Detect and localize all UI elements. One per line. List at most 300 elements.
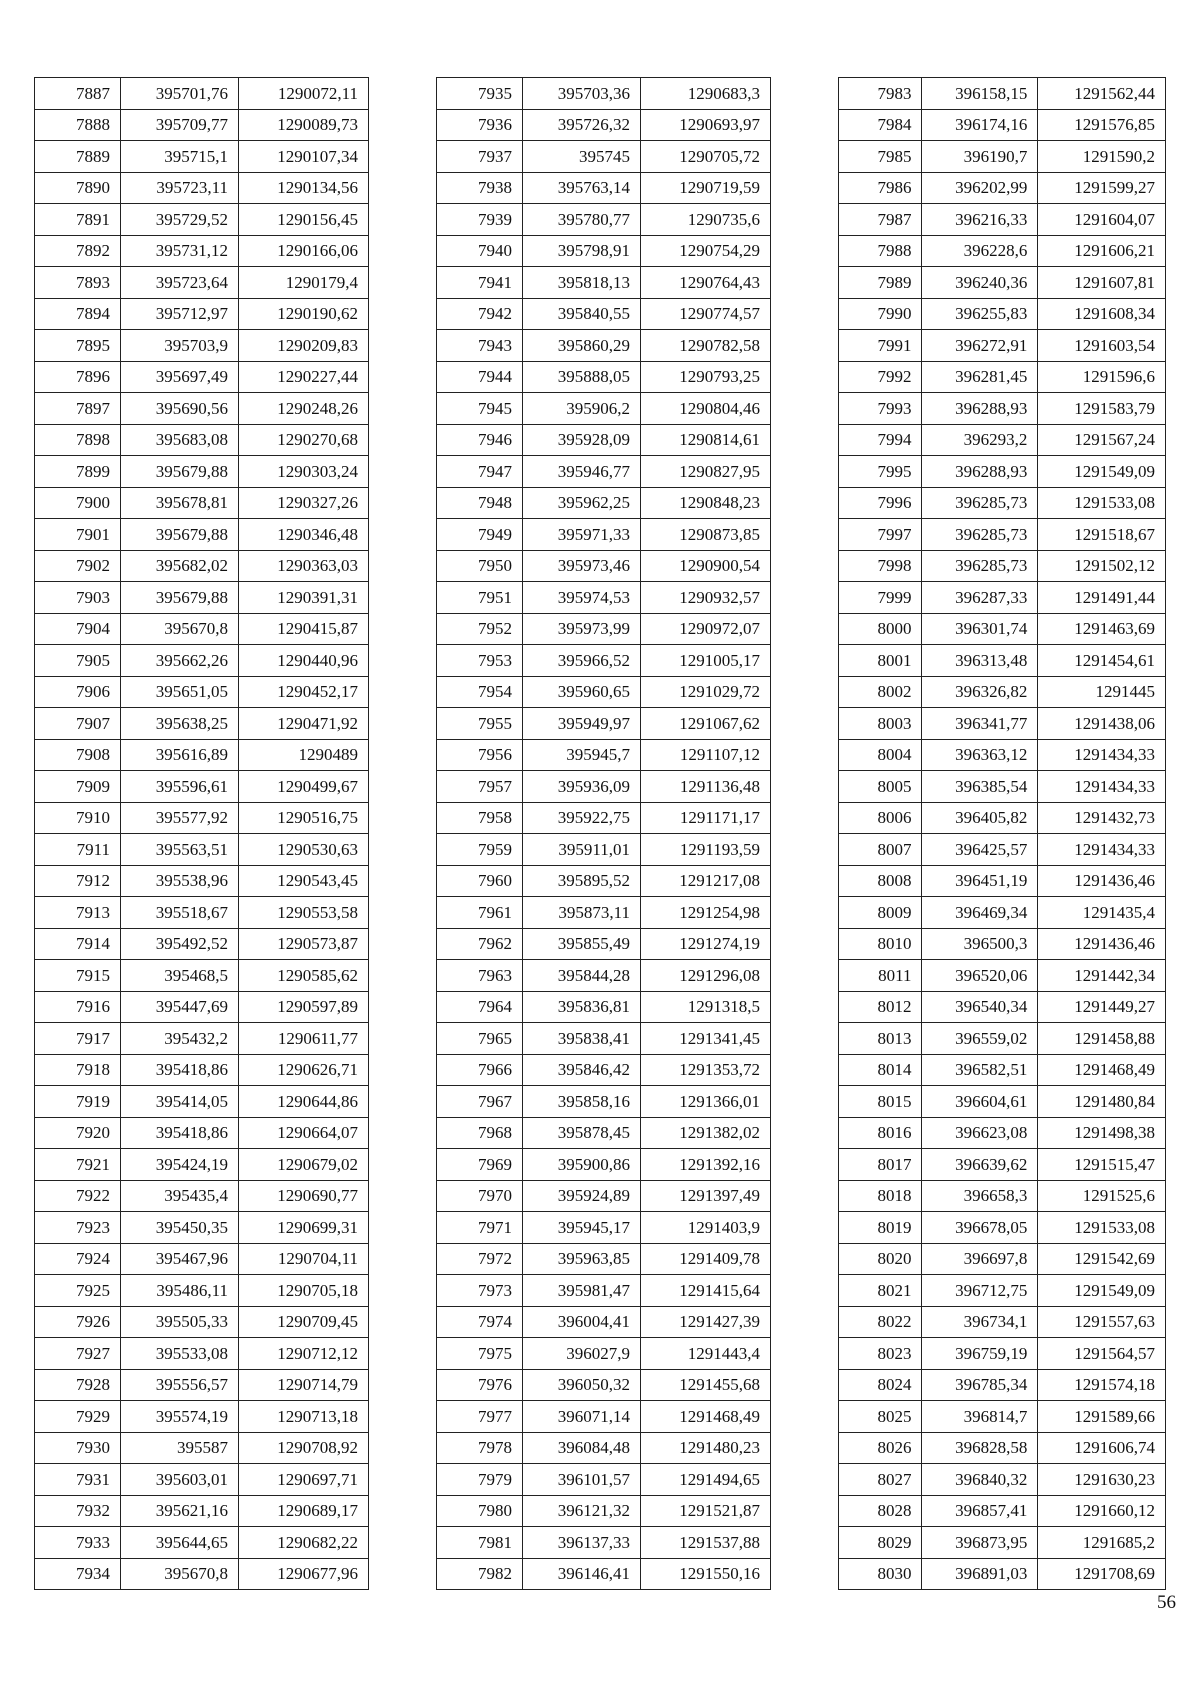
point-number-cell: 7927 <box>35 1338 121 1370</box>
table-row <box>35 991 369 1023</box>
point-number-cell: 7901 <box>35 519 121 551</box>
point-number-cell: 7971 <box>437 1212 523 1244</box>
y-coordinate-cell: 1290932,57 <box>641 582 771 614</box>
table-row <box>35 1023 369 1055</box>
table-row <box>839 1275 1166 1307</box>
y-coordinate-cell: 1290814,61 <box>641 424 771 456</box>
x-coordinate-cell: 396873,95 <box>922 1527 1038 1559</box>
y-coordinate-cell: 1291436,46 <box>1038 865 1166 897</box>
x-coordinate-cell: 395973,99 <box>523 613 641 645</box>
table-row <box>839 739 1166 771</box>
point-number-cell: 7998 <box>839 550 922 582</box>
x-coordinate-cell: 396623,08 <box>922 1117 1038 1149</box>
point-number-cell: 7957 <box>437 771 523 803</box>
point-number-cell: 8010 <box>839 928 922 960</box>
x-coordinate-cell: 396272,91 <box>922 330 1038 362</box>
point-number-cell: 7970 <box>437 1180 523 1212</box>
y-coordinate-cell: 1291491,44 <box>1038 582 1166 614</box>
table-row <box>437 1369 771 1401</box>
x-coordinate-cell: 395587 <box>121 1432 239 1464</box>
table-row <box>35 645 369 677</box>
x-coordinate-cell: 395949,97 <box>523 708 641 740</box>
point-number-cell: 7980 <box>437 1495 523 1527</box>
point-number-cell: 7894 <box>35 298 121 330</box>
table-row <box>437 487 771 519</box>
y-coordinate-cell: 1291608,34 <box>1038 298 1166 330</box>
table-row <box>437 267 771 299</box>
table-row <box>839 1086 1166 1118</box>
x-coordinate-cell: 396425,57 <box>922 834 1038 866</box>
x-coordinate-cell: 396759,19 <box>922 1338 1038 1370</box>
table-row <box>35 1338 369 1370</box>
table-row <box>839 865 1166 897</box>
y-coordinate-cell: 1290704,11 <box>239 1243 369 1275</box>
point-number-cell: 8019 <box>839 1212 922 1244</box>
point-number-cell: 7981 <box>437 1527 523 1559</box>
y-coordinate-cell: 1290683,3 <box>641 78 771 110</box>
table-row <box>839 424 1166 456</box>
point-number-cell: 7950 <box>437 550 523 582</box>
x-coordinate-cell: 396050,32 <box>523 1369 641 1401</box>
point-number-cell: 7947 <box>437 456 523 488</box>
y-coordinate-cell: 1291480,23 <box>641 1432 771 1464</box>
point-number-cell: 8012 <box>839 991 922 1023</box>
x-coordinate-cell: 395911,01 <box>523 834 641 866</box>
y-coordinate-cell: 1291576,85 <box>1038 109 1166 141</box>
y-coordinate-cell: 1290303,24 <box>239 456 369 488</box>
point-number-cell: 7977 <box>437 1401 523 1433</box>
point-number-cell: 8016 <box>839 1117 922 1149</box>
x-coordinate-cell: 396385,54 <box>922 771 1038 803</box>
y-coordinate-cell: 1290553,58 <box>239 897 369 929</box>
x-coordinate-cell: 395855,49 <box>523 928 641 960</box>
x-coordinate-cell: 396313,48 <box>922 645 1038 677</box>
point-number-cell: 8009 <box>839 897 922 929</box>
y-coordinate-cell: 1290664,07 <box>239 1117 369 1149</box>
y-coordinate-cell: 1290900,54 <box>641 550 771 582</box>
x-coordinate-cell: 395492,52 <box>121 928 239 960</box>
y-coordinate-cell: 1291427,39 <box>641 1306 771 1338</box>
point-number-cell: 7973 <box>437 1275 523 1307</box>
table-row <box>839 1369 1166 1401</box>
point-number-cell: 7892 <box>35 235 121 267</box>
table-row <box>437 1495 771 1527</box>
point-number-cell: 7911 <box>35 834 121 866</box>
point-number-cell: 7939 <box>437 204 523 236</box>
x-coordinate-cell: 395818,13 <box>523 267 641 299</box>
table-row <box>839 834 1166 866</box>
y-coordinate-cell: 1290699,31 <box>239 1212 369 1244</box>
point-number-cell: 7887 <box>35 78 121 110</box>
point-number-cell: 8025 <box>839 1401 922 1433</box>
table-row <box>35 897 369 929</box>
x-coordinate-cell: 395981,47 <box>523 1275 641 1307</box>
y-coordinate-cell: 1291685,2 <box>1038 1527 1166 1559</box>
x-coordinate-cell: 395709,77 <box>121 109 239 141</box>
point-number-cell: 7915 <box>35 960 121 992</box>
point-number-cell: 7908 <box>35 739 121 771</box>
x-coordinate-cell: 396341,77 <box>922 708 1038 740</box>
x-coordinate-cell: 396121,32 <box>523 1495 641 1527</box>
table-row <box>839 1180 1166 1212</box>
table-row <box>35 424 369 456</box>
y-coordinate-cell: 1291171,17 <box>641 802 771 834</box>
y-coordinate-cell: 1290693,97 <box>641 109 771 141</box>
point-number-cell: 8014 <box>839 1054 922 1086</box>
coordinate-table-2 <box>436 77 771 1590</box>
x-coordinate-cell: 395538,96 <box>121 865 239 897</box>
coordinate-tables <box>34 77 1166 1589</box>
x-coordinate-cell: 395946,77 <box>523 456 641 488</box>
y-coordinate-cell: 1290754,29 <box>641 235 771 267</box>
x-coordinate-cell: 395726,32 <box>523 109 641 141</box>
table-row <box>839 1023 1166 1055</box>
x-coordinate-cell: 395682,02 <box>121 550 239 582</box>
point-number-cell: 8006 <box>839 802 922 834</box>
y-coordinate-cell: 1291193,59 <box>641 834 771 866</box>
point-number-cell: 7937 <box>437 141 523 173</box>
point-number-cell: 7963 <box>437 960 523 992</box>
table-row <box>839 960 1166 992</box>
x-coordinate-cell: 395712,97 <box>121 298 239 330</box>
y-coordinate-cell: 1291589,66 <box>1038 1401 1166 1433</box>
table-row <box>35 519 369 551</box>
table-row <box>839 1558 1166 1590</box>
x-coordinate-cell: 396891,03 <box>922 1558 1038 1590</box>
x-coordinate-cell: 395418,86 <box>121 1054 239 1086</box>
x-coordinate-cell: 395697,49 <box>121 361 239 393</box>
y-coordinate-cell: 1291442,34 <box>1038 960 1166 992</box>
y-coordinate-cell: 1291502,12 <box>1038 550 1166 582</box>
x-coordinate-cell: 396146,41 <box>523 1558 641 1590</box>
x-coordinate-cell: 395763,14 <box>523 172 641 204</box>
table-row <box>35 865 369 897</box>
x-coordinate-cell: 395447,69 <box>121 991 239 1023</box>
x-coordinate-cell: 395486,11 <box>121 1275 239 1307</box>
x-coordinate-cell: 395840,55 <box>523 298 641 330</box>
table-row <box>437 109 771 141</box>
table-row <box>839 267 1166 299</box>
x-coordinate-cell: 395450,35 <box>121 1212 239 1244</box>
y-coordinate-cell: 1290705,72 <box>641 141 771 173</box>
table-row <box>437 960 771 992</box>
x-coordinate-cell: 395936,09 <box>523 771 641 803</box>
table-row <box>437 1432 771 1464</box>
x-coordinate-cell: 395729,52 <box>121 204 239 236</box>
point-number-cell: 7953 <box>437 645 523 677</box>
y-coordinate-cell: 1291392,16 <box>641 1149 771 1181</box>
x-coordinate-cell: 395468,5 <box>121 960 239 992</box>
table-row <box>839 235 1166 267</box>
x-coordinate-cell: 396451,19 <box>922 865 1038 897</box>
x-coordinate-cell: 396857,41 <box>922 1495 1038 1527</box>
table-row <box>437 834 771 866</box>
x-coordinate-cell: 395670,8 <box>121 1558 239 1590</box>
point-number-cell: 7925 <box>35 1275 121 1307</box>
x-coordinate-cell: 395701,76 <box>121 78 239 110</box>
table-row <box>35 141 369 173</box>
y-coordinate-cell: 1290452,17 <box>239 676 369 708</box>
y-coordinate-cell: 1291296,08 <box>641 960 771 992</box>
x-coordinate-cell: 396004,41 <box>523 1306 641 1338</box>
table-row <box>437 456 771 488</box>
y-coordinate-cell: 1291525,6 <box>1038 1180 1166 1212</box>
table-row <box>35 1054 369 1086</box>
point-number-cell: 7959 <box>437 834 523 866</box>
x-coordinate-cell: 395556,57 <box>121 1369 239 1401</box>
point-number-cell: 7983 <box>839 78 922 110</box>
x-coordinate-cell: 396293,2 <box>922 424 1038 456</box>
x-coordinate-cell: 396255,83 <box>922 298 1038 330</box>
x-coordinate-cell: 395424,19 <box>121 1149 239 1181</box>
table-row <box>437 550 771 582</box>
point-number-cell: 7992 <box>839 361 922 393</box>
table-row <box>35 708 369 740</box>
x-coordinate-cell: 395960,65 <box>523 676 641 708</box>
x-coordinate-cell: 395858,16 <box>523 1086 641 1118</box>
y-coordinate-cell: 1291590,2 <box>1038 141 1166 173</box>
y-coordinate-cell: 1291432,73 <box>1038 802 1166 834</box>
x-coordinate-cell: 395670,8 <box>121 613 239 645</box>
table-row <box>437 1117 771 1149</box>
y-coordinate-cell: 1290489 <box>239 739 369 771</box>
point-number-cell: 7926 <box>35 1306 121 1338</box>
point-number-cell: 7951 <box>437 582 523 614</box>
table-row <box>35 613 369 645</box>
point-number-cell: 7993 <box>839 393 922 425</box>
y-coordinate-cell: 1291515,47 <box>1038 1149 1166 1181</box>
point-number-cell: 7931 <box>35 1464 121 1496</box>
point-number-cell: 8024 <box>839 1369 922 1401</box>
x-coordinate-cell: 395846,42 <box>523 1054 641 1086</box>
point-number-cell: 8000 <box>839 613 922 645</box>
y-coordinate-cell: 1291434,33 <box>1038 834 1166 866</box>
y-coordinate-cell: 1290471,92 <box>239 708 369 740</box>
y-coordinate-cell: 1290248,26 <box>239 393 369 425</box>
x-coordinate-cell: 396281,45 <box>922 361 1038 393</box>
y-coordinate-cell: 1291107,12 <box>641 739 771 771</box>
y-coordinate-cell: 1291318,5 <box>641 991 771 1023</box>
y-coordinate-cell: 1291498,38 <box>1038 1117 1166 1149</box>
point-number-cell: 7935 <box>437 78 523 110</box>
point-number-cell: 7916 <box>35 991 121 1023</box>
point-number-cell: 7918 <box>35 1054 121 1086</box>
x-coordinate-cell: 395922,75 <box>523 802 641 834</box>
y-coordinate-cell: 1290270,68 <box>239 424 369 456</box>
table-row <box>839 141 1166 173</box>
point-number-cell: 7948 <box>437 487 523 519</box>
x-coordinate-cell: 396101,57 <box>523 1464 641 1496</box>
point-number-cell: 7899 <box>35 456 121 488</box>
table-row <box>437 1180 771 1212</box>
point-number-cell: 7990 <box>839 298 922 330</box>
point-number-cell: 8023 <box>839 1338 922 1370</box>
point-number-cell: 7930 <box>35 1432 121 1464</box>
x-coordinate-cell: 395745 <box>523 141 641 173</box>
table-row <box>839 487 1166 519</box>
y-coordinate-cell: 1291468,49 <box>641 1401 771 1433</box>
point-number-cell: 7967 <box>437 1086 523 1118</box>
x-coordinate-cell: 396216,33 <box>922 204 1038 236</box>
x-coordinate-cell: 395518,67 <box>121 897 239 929</box>
y-coordinate-cell: 1291409,78 <box>641 1243 771 1275</box>
y-coordinate-cell: 1291274,19 <box>641 928 771 960</box>
table-row <box>35 330 369 362</box>
x-coordinate-cell: 396559,02 <box>922 1023 1038 1055</box>
y-coordinate-cell: 1291564,57 <box>1038 1338 1166 1370</box>
table-row <box>437 676 771 708</box>
point-number-cell: 7891 <box>35 204 121 236</box>
x-coordinate-cell: 395574,19 <box>121 1401 239 1433</box>
table-row <box>437 78 771 110</box>
x-coordinate-cell: 395679,88 <box>121 456 239 488</box>
x-coordinate-cell: 396301,74 <box>922 613 1038 645</box>
table-row <box>839 1464 1166 1496</box>
point-number-cell: 7989 <box>839 267 922 299</box>
coordinate-table-3 <box>838 77 1166 1590</box>
y-coordinate-cell: 1291603,54 <box>1038 330 1166 362</box>
y-coordinate-cell: 1291397,49 <box>641 1180 771 1212</box>
table-row <box>839 708 1166 740</box>
x-coordinate-cell: 396639,62 <box>922 1149 1038 1181</box>
x-coordinate-cell: 396785,34 <box>922 1369 1038 1401</box>
y-coordinate-cell: 1291542,69 <box>1038 1243 1166 1275</box>
point-number-cell: 7912 <box>35 865 121 897</box>
x-coordinate-cell: 395945,7 <box>523 739 641 771</box>
table-row <box>839 330 1166 362</box>
point-number-cell: 7902 <box>35 550 121 582</box>
x-coordinate-cell: 396582,51 <box>922 1054 1038 1086</box>
table-row <box>839 1401 1166 1433</box>
x-coordinate-cell: 395435,4 <box>121 1180 239 1212</box>
table-row <box>437 1401 771 1433</box>
point-number-cell: 8022 <box>839 1306 922 1338</box>
table-row <box>839 928 1166 960</box>
y-coordinate-cell: 1291606,21 <box>1038 235 1166 267</box>
y-coordinate-cell: 1290072,11 <box>239 78 369 110</box>
x-coordinate-cell: 396734,1 <box>922 1306 1038 1338</box>
table-row <box>839 1527 1166 1559</box>
x-coordinate-cell: 395621,16 <box>121 1495 239 1527</box>
x-coordinate-cell: 395715,1 <box>121 141 239 173</box>
x-coordinate-cell: 395683,08 <box>121 424 239 456</box>
table-row <box>35 960 369 992</box>
point-number-cell: 7923 <box>35 1212 121 1244</box>
y-coordinate-cell: 1291549,09 <box>1038 456 1166 488</box>
y-coordinate-cell: 1291480,84 <box>1038 1086 1166 1118</box>
x-coordinate-cell: 395703,9 <box>121 330 239 362</box>
point-number-cell: 8001 <box>839 645 922 677</box>
x-coordinate-cell: 396202,99 <box>922 172 1038 204</box>
point-number-cell: 7897 <box>35 393 121 425</box>
y-coordinate-cell: 1291449,27 <box>1038 991 1166 1023</box>
y-coordinate-cell: 1291443,4 <box>641 1338 771 1370</box>
x-coordinate-cell: 395679,88 <box>121 582 239 614</box>
y-coordinate-cell: 1290089,73 <box>239 109 369 141</box>
y-coordinate-cell: 1291067,62 <box>641 708 771 740</box>
x-coordinate-cell: 396190,7 <box>922 141 1038 173</box>
y-coordinate-cell: 1291533,08 <box>1038 1212 1166 1244</box>
point-number-cell: 8029 <box>839 1527 922 1559</box>
x-coordinate-cell: 395723,11 <box>121 172 239 204</box>
point-number-cell: 7929 <box>35 1401 121 1433</box>
table-row <box>839 1054 1166 1086</box>
table-row <box>437 771 771 803</box>
y-coordinate-cell: 1291415,64 <box>641 1275 771 1307</box>
table-row <box>35 928 369 960</box>
y-coordinate-cell: 1290179,4 <box>239 267 369 299</box>
x-coordinate-cell: 396174,16 <box>922 109 1038 141</box>
point-number-cell: 8028 <box>839 1495 922 1527</box>
point-number-cell: 7889 <box>35 141 121 173</box>
table-row <box>35 361 369 393</box>
x-coordinate-cell: 395844,28 <box>523 960 641 992</box>
table-row <box>839 897 1166 929</box>
point-number-cell: 7955 <box>437 708 523 740</box>
table-row <box>35 802 369 834</box>
point-number-cell: 7893 <box>35 267 121 299</box>
x-coordinate-cell: 395616,89 <box>121 739 239 771</box>
x-coordinate-cell: 396363,12 <box>922 739 1038 771</box>
x-coordinate-cell: 395945,17 <box>523 1212 641 1244</box>
x-coordinate-cell: 396520,06 <box>922 960 1038 992</box>
x-coordinate-cell: 396658,3 <box>922 1180 1038 1212</box>
y-coordinate-cell: 1290585,62 <box>239 960 369 992</box>
point-number-cell: 7896 <box>35 361 121 393</box>
table-row <box>839 78 1166 110</box>
y-coordinate-cell: 1291438,06 <box>1038 708 1166 740</box>
table-row <box>35 1432 369 1464</box>
table-row <box>839 613 1166 645</box>
point-number-cell: 7932 <box>35 1495 121 1527</box>
point-number-cell: 8007 <box>839 834 922 866</box>
table-row <box>437 739 771 771</box>
y-coordinate-cell: 1290415,87 <box>239 613 369 645</box>
x-coordinate-cell: 396285,73 <box>922 550 1038 582</box>
point-number-cell: 7986 <box>839 172 922 204</box>
x-coordinate-cell: 396027,9 <box>523 1338 641 1370</box>
y-coordinate-cell: 1290774,57 <box>641 298 771 330</box>
table-row <box>35 1086 369 1118</box>
y-coordinate-cell: 1291596,6 <box>1038 361 1166 393</box>
table-row <box>35 1401 369 1433</box>
x-coordinate-cell: 396137,33 <box>523 1527 641 1559</box>
y-coordinate-cell: 1291708,69 <box>1038 1558 1166 1590</box>
point-number-cell: 7944 <box>437 361 523 393</box>
table-row <box>35 172 369 204</box>
point-number-cell: 7972 <box>437 1243 523 1275</box>
point-number-cell: 7949 <box>437 519 523 551</box>
table-row <box>35 204 369 236</box>
point-number-cell: 7906 <box>35 676 121 708</box>
point-number-cell: 7956 <box>437 739 523 771</box>
x-coordinate-cell: 396712,75 <box>922 1275 1038 1307</box>
point-number-cell: 7936 <box>437 109 523 141</box>
x-coordinate-cell: 396540,34 <box>922 991 1038 1023</box>
point-number-cell: 7941 <box>437 267 523 299</box>
point-number-cell: 7909 <box>35 771 121 803</box>
table-row <box>437 582 771 614</box>
y-coordinate-cell: 1290712,12 <box>239 1338 369 1370</box>
table-row <box>437 1275 771 1307</box>
table-row <box>35 1464 369 1496</box>
point-number-cell: 7895 <box>35 330 121 362</box>
table-row <box>35 1275 369 1307</box>
y-coordinate-cell: 1291468,49 <box>1038 1054 1166 1086</box>
table-row <box>35 298 369 330</box>
point-number-cell: 7938 <box>437 172 523 204</box>
y-coordinate-cell: 1290735,6 <box>641 204 771 236</box>
